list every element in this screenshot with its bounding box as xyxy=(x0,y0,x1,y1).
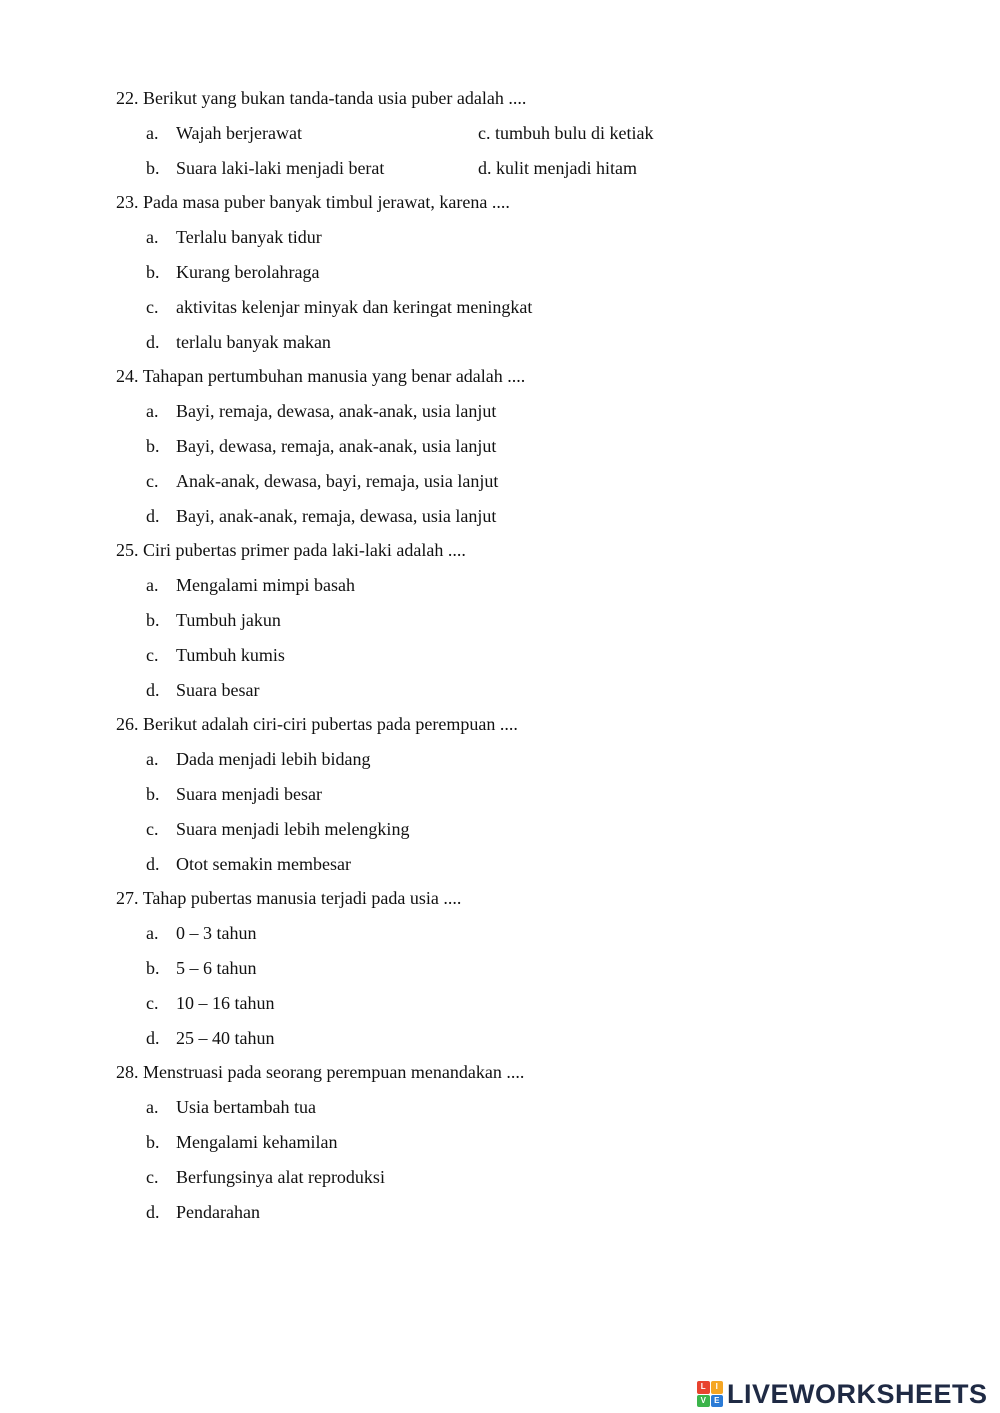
option-row xyxy=(116,989,836,1024)
question-text-line xyxy=(116,536,836,571)
option-row xyxy=(116,850,836,885)
answer-option[interactable] xyxy=(146,401,496,421)
answer-option[interactable] xyxy=(146,262,319,282)
option-letter: c. xyxy=(146,992,159,1013)
option-text: aktivitas kelenjar minyak dan keringat meningkat xyxy=(176,296,533,317)
answer-option[interactable] xyxy=(146,958,257,978)
answer-option[interactable] xyxy=(146,680,259,700)
option-letter: a. xyxy=(146,923,159,944)
option-row xyxy=(116,293,836,328)
question-number: 28. xyxy=(116,1062,139,1083)
option-text: Suara laki-laki menjadi berat xyxy=(176,157,385,178)
answer-option[interactable] xyxy=(146,749,370,769)
option-row xyxy=(116,676,836,711)
option-letter: a. xyxy=(146,749,159,770)
option-row xyxy=(116,815,836,850)
option-row xyxy=(116,1093,836,1128)
option-row xyxy=(116,154,836,189)
option-letter: c. xyxy=(146,296,159,317)
question-24 xyxy=(116,362,836,536)
option-row xyxy=(116,1198,836,1233)
liveworksheets-logo-icon xyxy=(697,1381,723,1407)
option-letter: d. xyxy=(146,331,160,352)
option-text: Tumbuh jakun xyxy=(176,609,281,630)
question-list xyxy=(116,84,836,1232)
option-row xyxy=(116,328,836,363)
option-letter: c. xyxy=(478,122,491,143)
answer-option[interactable] xyxy=(146,575,355,595)
option-row xyxy=(116,1128,836,1163)
option-letter: b. xyxy=(146,157,160,178)
option-letter: d. xyxy=(146,1027,160,1048)
option-text: Mengalami kehamilan xyxy=(176,1131,338,1152)
option-row xyxy=(116,1024,836,1059)
option-letter: c. xyxy=(146,818,159,839)
answer-option[interactable] xyxy=(146,923,257,943)
option-letter: a. xyxy=(146,575,159,596)
answer-option[interactable] xyxy=(146,332,331,352)
option-letter: c. xyxy=(146,470,159,491)
option-text: terlalu banyak makan xyxy=(176,331,331,352)
logo-mark-tile: I xyxy=(711,1381,724,1394)
answer-option[interactable] xyxy=(146,119,478,147)
option-text: Suara menjadi lebih melengking xyxy=(176,818,410,839)
option-text: Dada menjadi lebih bidang xyxy=(176,749,371,770)
question-text: Menstruasi pada seorang perempuan menandakan .... xyxy=(143,1062,525,1083)
question-number: 24. xyxy=(116,366,139,387)
option-text: Anak-anak, dewasa, bayi, remaja, usia lanjut xyxy=(176,470,499,491)
liveworksheets-logo xyxy=(697,1378,988,1410)
question-22 xyxy=(116,84,836,188)
answer-option[interactable] xyxy=(146,1167,385,1187)
option-row xyxy=(116,780,836,815)
option-text: Tumbuh kumis xyxy=(176,644,285,665)
answer-option[interactable] xyxy=(146,993,275,1013)
question-text-line xyxy=(116,84,836,119)
option-letter: d. xyxy=(478,157,492,178)
answer-option[interactable] xyxy=(146,645,285,665)
option-letter: a. xyxy=(146,401,159,422)
option-letter: b. xyxy=(146,261,160,282)
question-number: 27. xyxy=(116,888,139,909)
answer-option[interactable] xyxy=(146,436,496,456)
question-number: 22. xyxy=(116,88,139,108)
answer-option[interactable] xyxy=(146,819,409,839)
question-text: Ciri pubertas primer pada laki-laki adalah .... xyxy=(143,540,466,561)
option-letter: b. xyxy=(146,609,160,630)
option-letter: b. xyxy=(146,783,160,804)
option-text: Suara besar xyxy=(176,679,260,700)
option-row xyxy=(116,223,836,258)
question-text-line xyxy=(116,188,836,223)
logo-mark-tile: V xyxy=(697,1395,710,1408)
option-row xyxy=(116,397,836,432)
option-text: Berfungsinya alat reproduksi xyxy=(176,1166,385,1187)
option-text: 5 – 6 tahun xyxy=(176,957,257,978)
question-text-line xyxy=(116,710,836,745)
option-row xyxy=(116,502,836,537)
option-text: tumbuh bulu di ketiak xyxy=(495,122,654,143)
answer-option[interactable] xyxy=(146,1097,316,1117)
answer-option[interactable] xyxy=(146,1132,337,1152)
option-text: Bayi, dewasa, remaja, anak-anak, usia lanjut xyxy=(176,435,497,456)
option-row xyxy=(116,1163,836,1198)
option-text: Bayi, remaja, dewasa, anak-anak, usia lanjut xyxy=(176,401,497,422)
option-letter: d. xyxy=(146,505,160,526)
option-text: Usia bertambah tua xyxy=(176,1097,316,1118)
option-text: 0 – 3 tahun xyxy=(176,923,257,944)
question-text: Pada masa puber banyak timbul jerawat, karena .... xyxy=(143,192,510,213)
answer-option[interactable] xyxy=(146,784,322,804)
answer-option[interactable] xyxy=(146,154,478,182)
question-text: Tahapan pertumbuhan manusia yang benar adalah .... xyxy=(142,366,526,387)
answer-option[interactable] xyxy=(146,297,532,317)
option-letter: a. xyxy=(146,1097,159,1118)
option-letter: a. xyxy=(146,122,159,143)
option-letter: d. xyxy=(146,853,160,874)
option-letter: a. xyxy=(146,227,159,248)
question-text: Berikut adalah ciri-ciri pubertas pada perempuan .... xyxy=(143,714,518,735)
option-text: Pendarahan xyxy=(176,1201,260,1222)
answer-option[interactable] xyxy=(146,227,322,247)
option-row xyxy=(116,606,836,641)
option-letter: d. xyxy=(146,679,160,700)
question-27 xyxy=(116,884,836,1058)
question-number: 25. xyxy=(116,540,139,561)
answer-option[interactable] xyxy=(478,119,653,147)
option-text: Terlalu banyak tidur xyxy=(176,227,322,248)
option-letter: d. xyxy=(146,1201,160,1222)
question-text-line xyxy=(116,1058,836,1093)
option-row xyxy=(116,571,836,606)
question-text: Berikut yang bukan tanda-tanda usia puber adalah .... xyxy=(143,88,527,108)
option-text: 25 – 40 tahun xyxy=(176,1027,275,1048)
answer-option[interactable] xyxy=(146,1202,260,1222)
question-text-line xyxy=(116,362,836,397)
option-text: Kurang berolahraga xyxy=(176,261,320,282)
option-row xyxy=(116,919,836,954)
option-text: Otot semakin membesar xyxy=(176,853,351,874)
question-number: 26. xyxy=(116,714,139,735)
option-letter: c. xyxy=(146,644,159,665)
answer-option[interactable] xyxy=(478,154,637,182)
option-row xyxy=(116,258,836,293)
option-text: Bayi, anak-anak, remaja, dewasa, usia lanjut xyxy=(176,505,497,526)
question-26 xyxy=(116,710,836,884)
question-28 xyxy=(116,1058,836,1232)
option-row xyxy=(116,432,836,467)
option-letter: b. xyxy=(146,957,160,978)
option-text: Suara menjadi besar xyxy=(176,783,322,804)
answer-option[interactable] xyxy=(146,506,496,526)
answer-option[interactable] xyxy=(146,854,351,874)
logo-text: LIVEWORKSHEETS xyxy=(727,1378,988,1409)
option-letter: c. xyxy=(146,1166,159,1187)
option-letter: b. xyxy=(146,1131,160,1152)
question-25 xyxy=(116,536,836,710)
answer-option[interactable] xyxy=(146,610,281,630)
question-text-line xyxy=(116,884,836,919)
question-number: 23. xyxy=(116,192,139,213)
option-row xyxy=(116,745,836,780)
question-text: Tahap pubertas manusia terjadi pada usia .... xyxy=(142,888,462,909)
question-23 xyxy=(116,188,836,362)
answer-option[interactable] xyxy=(146,1028,275,1048)
option-text: 10 – 16 tahun xyxy=(176,992,275,1013)
option-text: kulit menjadi hitam xyxy=(496,157,637,178)
option-text: Wajah berjerawat xyxy=(176,122,302,143)
logo-mark-tile: L xyxy=(697,1381,710,1394)
answer-option[interactable] xyxy=(146,471,498,491)
option-row xyxy=(116,119,836,154)
option-text: Mengalami mimpi basah xyxy=(176,575,355,596)
option-row xyxy=(116,641,836,676)
option-row xyxy=(116,467,836,502)
option-letter: b. xyxy=(146,435,160,456)
option-row xyxy=(116,954,836,989)
logo-mark-tile: E xyxy=(711,1395,724,1408)
